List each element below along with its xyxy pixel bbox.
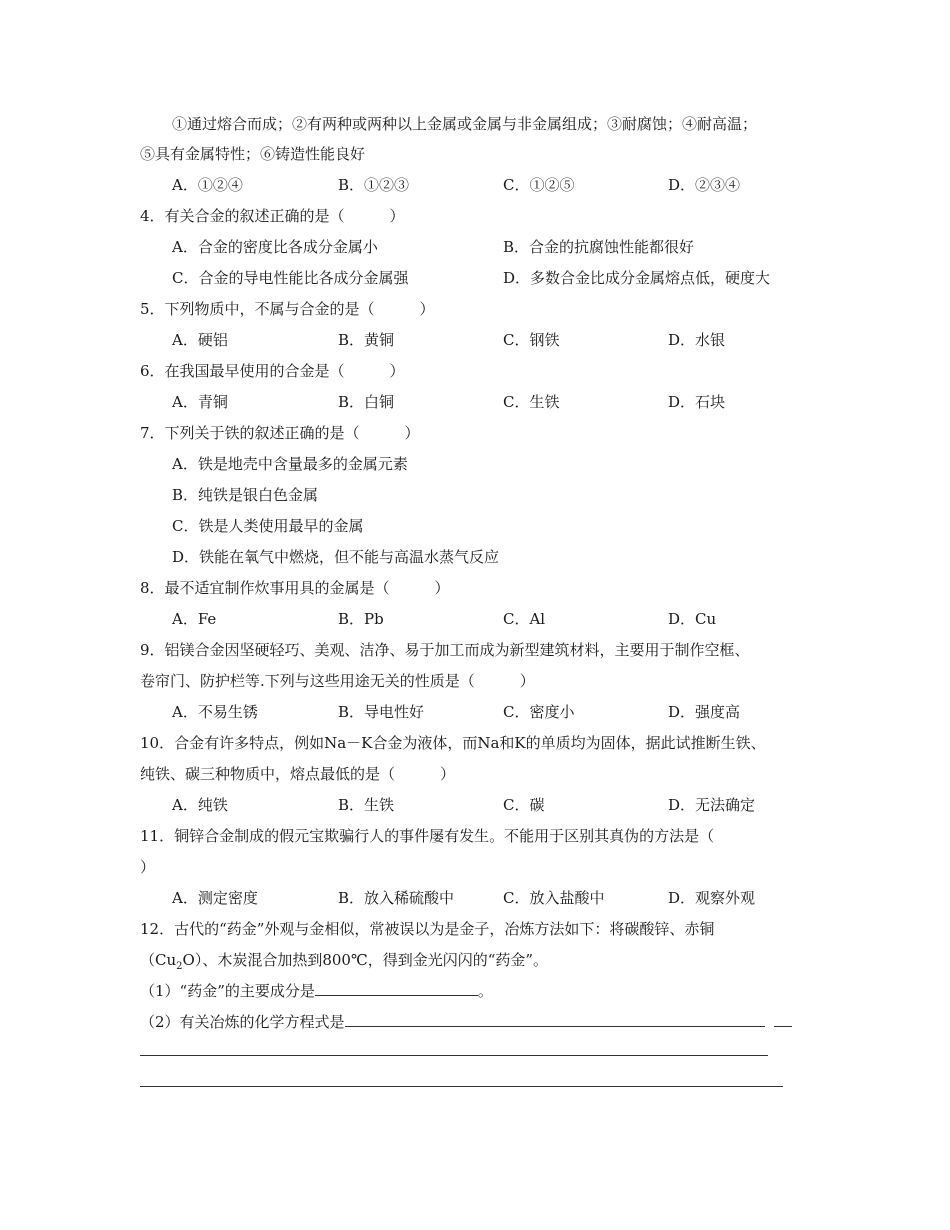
question-4-options-row-1 (0, 235, 950, 259)
question-4-stem: 4．有关合金的叙述正确的是（ ） (140, 207, 405, 225)
question-7-option-a: A．铁是地壳中含量最多的金属元素 (172, 455, 408, 473)
intro-line-2: ⑤具有金属特性；⑥铸造性能良好 (140, 145, 366, 163)
question-11-stem-line-2: ） (140, 858, 156, 876)
option-a: A．不易生锈 (172, 703, 258, 721)
option-d: D．无法确定 (668, 796, 756, 814)
answer-line-4[interactable] (140, 1086, 783, 1087)
option-c: C．钢铁 (503, 331, 560, 349)
option-d: D．多数合金比成分金属熔点低，硬度大 (503, 269, 771, 287)
option-c: C．生铁 (503, 393, 560, 411)
option-b: B．导电性好 (338, 703, 425, 721)
answer-blank-1[interactable] (315, 979, 478, 996)
option-b: B．合金的抗腐蚀性能都很好 (503, 238, 695, 256)
option-a: A．Fe (172, 610, 217, 628)
answer-blank-2-continued[interactable] (774, 1010, 792, 1027)
question-7-stem: 7．下列关于铁的叙述正确的是（ ） (140, 424, 420, 442)
question-7-option-b: B．纯铁是银白色金属 (172, 486, 319, 504)
answer-line-3[interactable] (140, 1055, 768, 1056)
question-7-option-c: C．铁是人类使用最早的金属 (172, 517, 364, 535)
intro-line-1: ①通过熔合而成；②有两种或两种以上金属或金属与非金属组成；③耐腐蚀；④耐高温； (172, 115, 758, 133)
option-a: A．合金的密度比各成分金属小 (172, 238, 378, 256)
question-10-stem-line-1: 10．合金有许多特点，例如Na－K合金为液体，而Na和K的单质均为固体，据此试推断生铁、 (140, 734, 766, 752)
option-d: D．观察外观 (668, 889, 756, 907)
question-4-options-row-2 (0, 266, 950, 290)
option-d: D．石块 (668, 393, 726, 411)
stem-text-pre: （Cu (140, 951, 177, 969)
part-2-label: （2）有关冶炼的化学方程式是 (140, 1013, 345, 1031)
option-b: B．黄铜 (338, 331, 395, 349)
option-a: A．①②④ (172, 176, 243, 194)
part-1-label: （1）“药金”的主要成分是 (140, 982, 315, 1000)
question-11-stem-line-1: 11．铜锌合金制成的假元宝欺骗行人的事件屡有发生。不能用于区别其真伪的方法是（ (140, 827, 715, 845)
question-9-stem-line-2: 卷帘门、防护栏等.下列与这些用途无关的性质是（ ） (140, 672, 535, 690)
question-9-stem-line-1: 9．铝镁合金因坚硬轻巧、美观、洁净、易于加工而成为新型建筑材料，主要用于制作空框、 (140, 641, 750, 659)
question-12-stem-line-1: 12．古代的“药金”外观与金相似，常被误以为是金子，冶炼方法如下：将碳酸锌、赤铜 (140, 920, 715, 938)
question-12-part-2 (140, 1010, 792, 1034)
question-9-options (0, 700, 950, 724)
question-7-option-d: D．铁能在氧气中燃烧，但不能与高温水蒸气反应 (172, 548, 500, 566)
question-10-options (0, 793, 950, 817)
question-6-stem: 6．在我国最早使用的合金是（ ） (140, 362, 405, 380)
option-a: A．青铜 (172, 393, 228, 411)
part-1-end: 。 (477, 982, 493, 1000)
option-d: D．Cu (668, 610, 717, 628)
option-c: C．密度小 (503, 703, 575, 721)
intro-options-row (0, 173, 950, 197)
question-8-options (0, 607, 950, 631)
option-d: D．强度高 (668, 703, 741, 721)
option-b: B．放入稀硫酸中 (338, 889, 455, 907)
option-c: C．碳 (503, 796, 545, 814)
option-a: A．硬铝 (172, 331, 228, 349)
option-b: B．白铜 (338, 393, 395, 411)
option-c: C．Al (503, 610, 546, 628)
option-a: A．纯铁 (172, 796, 228, 814)
option-c: C．①②⑤ (503, 176, 575, 194)
answer-blank-2[interactable] (345, 1010, 765, 1027)
question-11-options (0, 886, 950, 910)
stem-text-post: O）、木炭混合加热到800℃，得到金光闪闪的“药金”。 (182, 951, 549, 969)
question-12-stem-line-2 (140, 948, 548, 972)
option-c: C．合金的导电性能比各成分金属强 (172, 269, 409, 287)
question-12-part-1 (140, 979, 493, 1003)
option-b: B．①②③ (338, 176, 410, 194)
question-8-stem: 8．最不适宜制作炊事用具的金属是（ ） (140, 579, 450, 597)
option-b: B．Pb (338, 610, 384, 628)
option-d: D．②③④ (668, 176, 741, 194)
question-6-options (0, 390, 950, 414)
option-b: B．生铁 (338, 796, 395, 814)
question-10-stem-line-2: 纯铁、碳三种物质中，熔点最低的是（ ） (140, 765, 456, 783)
subscript: 2 (176, 961, 183, 972)
option-a: A．测定密度 (172, 889, 258, 907)
question-5-stem: 5．下列物质中，不属与合金的是（ ） (140, 300, 435, 318)
option-c: C．放入盐酸中 (503, 889, 605, 907)
option-d: D．水银 (668, 331, 726, 349)
question-5-options (0, 328, 950, 352)
